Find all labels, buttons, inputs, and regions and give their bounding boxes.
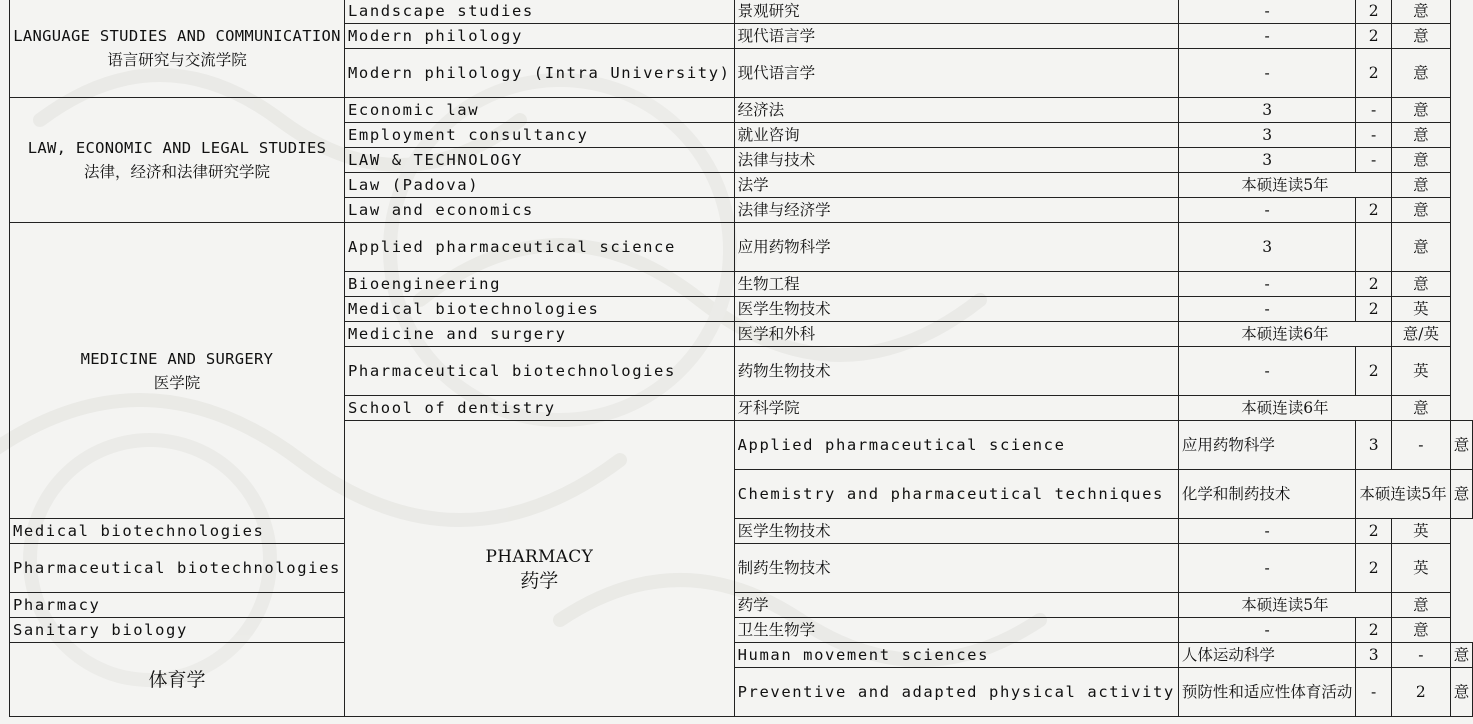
master-years: - (1356, 148, 1392, 173)
teaching-language: 意 (1450, 470, 1473, 519)
course-name-zh: 就业咨询 (734, 123, 1178, 148)
faculty-name-zh: 法律，经济和法律研究学院 (83, 163, 270, 181)
teaching-language: 意 (1391, 24, 1450, 49)
course-name: Modern philology (Intra University) (344, 49, 734, 98)
faculty-name-zh: 医学院 (153, 373, 201, 392)
course-name-zh: 现代语言学 (734, 49, 1178, 98)
course-name: Medicine and surgery (344, 322, 734, 347)
course-name-zh: 牙科学院 (734, 396, 1178, 421)
master-years: - (1391, 421, 1450, 470)
table-row (10, 0, 1473, 24)
course-name-zh: 人体运动科学 (1178, 643, 1356, 668)
teaching-language: 英 (1391, 519, 1450, 544)
teaching-language: 意 (1391, 223, 1450, 272)
course-name: Law and economics (344, 198, 734, 223)
master-years: 2 (1356, 297, 1392, 322)
bachelor-years: 3 (1178, 98, 1356, 123)
bachelor-years: - (1178, 198, 1356, 223)
bachelor-years: - (1178, 49, 1356, 98)
master-years: - (1391, 643, 1450, 668)
teaching-language: 意 (1391, 272, 1450, 297)
course-name-zh: 医学生物技术 (734, 297, 1178, 322)
bachelor-years: 3 (1178, 123, 1356, 148)
course-name: Sanitary biology (10, 618, 345, 643)
course-name-zh: 应用药物科学 (734, 223, 1178, 272)
course-name: Applied pharmaceutical science (734, 421, 1178, 470)
teaching-language: 意 (1391, 0, 1450, 24)
course-name: School of dentistry (344, 396, 734, 421)
master-years: 2 (1356, 618, 1392, 643)
course-name-zh: 化学和制药技术 (1178, 470, 1356, 519)
table-row (10, 519, 1473, 544)
course-name: Medical biotechnologies (344, 297, 734, 322)
master-years: 2 (1356, 347, 1392, 396)
master-years: - (1356, 123, 1392, 148)
course-name-zh: 预防性和适应性体育活动 (1178, 668, 1356, 717)
course-name-zh: 法律与经济学 (734, 198, 1178, 223)
teaching-language: 意 (1391, 123, 1450, 148)
combined-program: 本硕连读6年 (1178, 322, 1391, 347)
bachelor-years: - (1178, 347, 1356, 396)
faculty-name-en: LANGUAGE STUDIES AND COMMUNICATION (13, 27, 341, 45)
faculty-name-en: MEDICINE AND SURGERY (80, 349, 274, 368)
teaching-language: 意 (1391, 173, 1450, 198)
course-name-zh: 经济法 (734, 98, 1178, 123)
course-name: Preventive and adapted physical activity (734, 668, 1178, 717)
course-name-zh: 医学和外科 (734, 322, 1178, 347)
course-name: Law (Padova) (344, 173, 734, 198)
course-name-zh: 医学生物技术 (734, 519, 1178, 544)
faculty-cell-sports (10, 643, 345, 717)
faculty-name-zh: 药学 (520, 569, 559, 592)
master-years: 2 (1356, 544, 1392, 593)
teaching-language: 英 (1391, 297, 1450, 322)
combined-program: 本硕连读5年 (1178, 593, 1391, 618)
teaching-language: 意 (1391, 49, 1450, 98)
bachelor-years: 3 (1178, 148, 1356, 173)
table-row (10, 544, 1473, 593)
course-name-zh: 药学 (734, 593, 1178, 618)
course-name-zh: 药物生物技术 (734, 347, 1178, 396)
master-years: 2 (1356, 272, 1392, 297)
course-name: Medical biotechnologies (10, 519, 345, 544)
course-name-zh: 卫生生物学 (734, 618, 1178, 643)
course-name: Applied pharmaceutical science (344, 223, 734, 272)
faculty-cell-language (10, 0, 345, 98)
bachelor-years: - (1356, 668, 1392, 717)
table-row (10, 593, 1473, 618)
faculty-name-zh: 体育学 (148, 668, 206, 691)
course-name: LAW & TECHNOLOGY (344, 148, 734, 173)
master-years: 2 (1356, 49, 1392, 98)
table-row (10, 223, 1473, 272)
course-name-zh: 法学 (734, 173, 1178, 198)
bachelor-years: 3 (1356, 421, 1392, 470)
bachelor-years: - (1178, 519, 1356, 544)
faculty-name-en: PHARMACY (485, 546, 594, 567)
master-years: 2 (1356, 519, 1392, 544)
bachelor-years: 3 (1356, 643, 1392, 668)
course-name: Employment consultancy (344, 123, 734, 148)
table-row (10, 618, 1473, 643)
course-name: Landscape studies (344, 0, 734, 24)
course-name: Pharmacy (10, 593, 345, 618)
combined-program: 本硕连读5年 (1178, 173, 1391, 198)
course-name-zh: 景观研究 (734, 0, 1178, 24)
master-years: 2 (1356, 24, 1392, 49)
master-years: 2 (1356, 198, 1392, 223)
teaching-language: 意/英 (1391, 322, 1450, 347)
teaching-language: 意 (1450, 643, 1473, 668)
master-years (1356, 223, 1392, 272)
faculty-name-en: LAW, ECONOMIC AND LEGAL STUDIES (27, 139, 327, 157)
faculty-cell-pharmacy (344, 421, 734, 717)
course-name-zh: 法律与技术 (734, 148, 1178, 173)
course-name: Human movement sciences (734, 643, 1178, 668)
combined-program: 本硕连读6年 (1178, 396, 1391, 421)
master-years: - (1356, 98, 1392, 123)
combined-program: 本硕连读5年 (1356, 470, 1450, 519)
course-name: Pharmaceutical biotechnologies (10, 544, 345, 593)
faculty-name-zh: 语言研究与交流学院 (107, 51, 247, 69)
teaching-language: 意 (1391, 148, 1450, 173)
teaching-language: 意 (1391, 198, 1450, 223)
bachelor-years: - (1178, 544, 1356, 593)
master-years: 2 (1356, 0, 1392, 24)
course-name-zh: 应用药物科学 (1178, 421, 1356, 470)
teaching-language: 英 (1391, 544, 1450, 593)
teaching-language: 意 (1391, 618, 1450, 643)
bachelor-years: - (1178, 297, 1356, 322)
course-table (9, 0, 1473, 717)
bachelor-years: - (1178, 0, 1356, 24)
teaching-language: 意 (1391, 396, 1450, 421)
table-row (10, 643, 1473, 668)
bachelor-years: 3 (1178, 223, 1356, 272)
master-years: 2 (1391, 668, 1450, 717)
course-name: Economic law (344, 98, 734, 123)
faculty-cell-law (10, 98, 345, 223)
table-row (10, 98, 1473, 123)
course-name: Bioengineering (344, 272, 734, 297)
teaching-language: 英 (1391, 347, 1450, 396)
bachelor-years: - (1178, 272, 1356, 297)
course-name: Pharmaceutical biotechnologies (344, 347, 734, 396)
teaching-language: 意 (1450, 421, 1473, 470)
bachelor-years: - (1178, 618, 1356, 643)
course-name-zh: 现代语言学 (734, 24, 1178, 49)
teaching-language: 意 (1450, 668, 1473, 717)
course-name: Chemistry and pharmaceutical techniques (734, 470, 1178, 519)
course-name: Modern philology (344, 24, 734, 49)
teaching-language: 意 (1391, 593, 1450, 618)
teaching-language: 意 (1391, 98, 1450, 123)
course-name-zh: 制药生物技术 (734, 544, 1178, 593)
bachelor-years: - (1178, 24, 1356, 49)
faculty-cell-medicine (10, 223, 345, 519)
course-name-zh: 生物工程 (734, 272, 1178, 297)
